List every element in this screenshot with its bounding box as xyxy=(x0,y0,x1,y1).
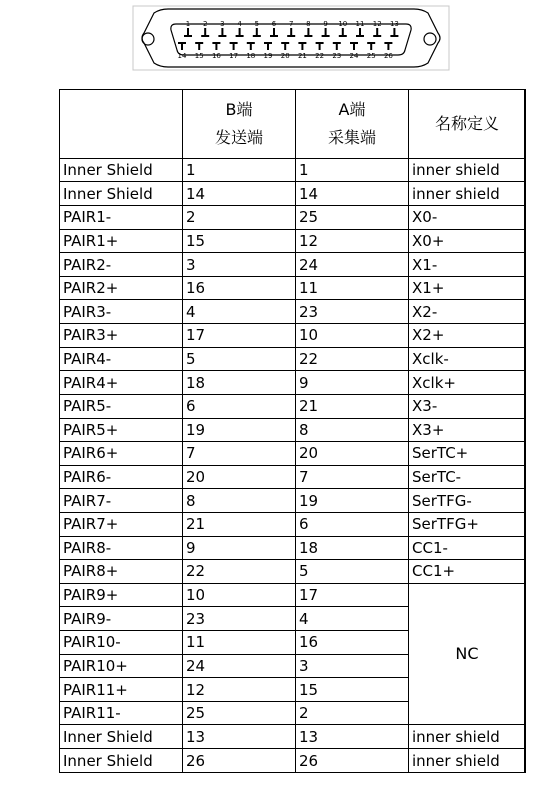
b-end-pin-cell: 14 xyxy=(183,182,296,206)
name-definition-cell: X3+ xyxy=(409,418,526,442)
pin-number-bottom: 16 xyxy=(211,52,221,60)
pin-number-bottom: 17 xyxy=(229,52,239,60)
table-row xyxy=(60,394,526,418)
pin-contact-bottom-cap xyxy=(195,42,203,44)
signal-name-cell: PAIR8- xyxy=(60,536,183,560)
signal-name-cell: PAIR2- xyxy=(60,253,183,277)
header-b-end-subtitle: 发送端 xyxy=(214,127,263,147)
pin-number-bottom: 19 xyxy=(263,52,273,60)
pin-contact-top xyxy=(307,28,309,35)
b-end-pin-cell: 11 xyxy=(183,631,296,655)
signal-name-cell: PAIR3- xyxy=(60,300,183,324)
pin-number-bottom: 26 xyxy=(383,52,393,60)
table-row xyxy=(60,158,526,182)
header-a-end-title: A端 xyxy=(338,99,366,119)
signal-name-cell: PAIR4- xyxy=(60,347,183,371)
b-end-pin-cell: 22 xyxy=(183,560,296,584)
pin-number-bottom: 22 xyxy=(315,52,325,60)
header-a-end xyxy=(296,90,409,159)
table-row xyxy=(60,253,526,277)
a-end-pin-cell: 1 xyxy=(296,158,409,182)
pin-contact-top-cap xyxy=(218,35,226,37)
signal-name-cell: PAIR3+ xyxy=(60,324,183,348)
signal-name-cell: PAIR11- xyxy=(60,701,183,725)
pin-number-bottom: 14 xyxy=(177,52,187,60)
name-definition-cell: inner shield xyxy=(409,158,526,182)
pin-contact-top xyxy=(393,28,395,35)
pin-contact-bottom-cap xyxy=(230,42,238,44)
pin-number-top: 5 xyxy=(254,20,260,28)
pin-contact-top-cap xyxy=(253,35,261,37)
b-end-pin-cell: 16 xyxy=(183,276,296,300)
a-end-pin-cell: 17 xyxy=(296,583,409,607)
pin-number-top: 10 xyxy=(338,20,348,28)
b-end-pin-cell: 10 xyxy=(183,583,296,607)
pin-number-bottom: 24 xyxy=(349,52,359,60)
a-end-pin-cell: 9 xyxy=(296,371,409,395)
pin-contact-bottom-cap xyxy=(350,42,358,44)
pin-contact-top-cap xyxy=(201,35,209,37)
b-end-pin-cell: 26 xyxy=(183,749,296,773)
pin-number-top: 11 xyxy=(355,20,365,28)
a-end-pin-cell: 7 xyxy=(296,465,409,489)
pin-contact-bottom xyxy=(301,44,303,50)
pin-contact-bottom-cap xyxy=(247,42,255,44)
b-end-pin-cell: 19 xyxy=(183,418,296,442)
pin-number-top: 8 xyxy=(306,20,311,28)
pin-contact-bottom xyxy=(267,44,269,50)
name-definition-cell: inner shield xyxy=(409,749,526,773)
b-end-pin-cell: 13 xyxy=(183,725,296,749)
signal-name-cell: PAIR11+ xyxy=(60,678,183,702)
pin-contact-top-cap xyxy=(270,35,278,37)
pin-number-top: 7 xyxy=(288,20,294,28)
b-end-pin-cell: 8 xyxy=(183,489,296,513)
signal-name-cell: PAIR5+ xyxy=(60,418,183,442)
name-definition-cell: X0- xyxy=(409,206,526,230)
a-end-pin-cell: 18 xyxy=(296,536,409,560)
pin-contact-bottom xyxy=(215,44,217,50)
pin-contact-bottom xyxy=(370,44,372,50)
pin-contact-bottom-cap xyxy=(367,42,375,44)
signal-name-cell: PAIR9- xyxy=(60,607,183,631)
signal-name-cell: PAIR10+ xyxy=(60,654,183,678)
table-row xyxy=(60,725,526,749)
pin-number-top: 13 xyxy=(389,20,399,28)
pin-contact-top xyxy=(273,28,275,35)
pin-contact-top xyxy=(325,28,327,35)
pin-contact-top-cap xyxy=(373,35,381,37)
pin-contact-top-cap xyxy=(390,35,398,37)
pin-contact-bottom xyxy=(353,44,355,50)
b-end-pin-cell: 6 xyxy=(183,394,296,418)
a-end-pin-cell: 22 xyxy=(296,347,409,371)
pin-number-bottom: 25 xyxy=(366,52,376,60)
a-end-pin-cell: 5 xyxy=(296,560,409,584)
pin-number-top: 4 xyxy=(237,20,242,28)
pin-contact-top xyxy=(376,28,378,35)
a-end-pin-cell: 3 xyxy=(296,654,409,678)
pin-contact-bottom-cap xyxy=(212,42,220,44)
a-end-pin-cell: 13 xyxy=(296,725,409,749)
a-end-pin-cell: 12 xyxy=(296,229,409,253)
b-end-pin-cell: 15 xyxy=(183,229,296,253)
a-end-pin-cell: 8 xyxy=(296,418,409,442)
name-definition-cell: X2- xyxy=(409,300,526,324)
pin-contact-top xyxy=(256,28,258,35)
pin-number-top: 9 xyxy=(323,20,328,28)
name-definition-cell: Xclk- xyxy=(409,347,526,371)
pin-contact-bottom xyxy=(387,44,389,50)
b-end-pin-cell: 23 xyxy=(183,607,296,631)
pin-contact-bottom xyxy=(284,44,286,50)
header-name-definition: 名称定义 xyxy=(409,90,526,159)
table-row xyxy=(60,300,526,324)
table-row xyxy=(60,229,526,253)
pin-number-bottom: 21 xyxy=(297,52,307,60)
pin-number-top: 6 xyxy=(271,20,277,28)
name-definition-cell: inner shield xyxy=(409,182,526,206)
name-definition-cell: X1- xyxy=(409,253,526,277)
signal-name-cell: Inner Shield xyxy=(60,725,183,749)
table-row xyxy=(60,206,526,230)
table-row xyxy=(60,489,526,513)
a-end-pin-cell: 4 xyxy=(296,607,409,631)
name-definition-cell: CC1+ xyxy=(409,560,526,584)
pin-number-top: 3 xyxy=(220,20,225,28)
pin-contact-bottom-cap xyxy=(264,42,272,44)
b-end-pin-cell: 7 xyxy=(183,442,296,466)
signal-name-cell: PAIR1+ xyxy=(60,229,183,253)
a-end-pin-cell: 20 xyxy=(296,442,409,466)
pin-contact-top xyxy=(221,28,223,35)
table-row xyxy=(60,536,526,560)
table-row xyxy=(60,749,526,773)
signal-name-cell: PAIR1- xyxy=(60,206,183,230)
header-empty-cell xyxy=(60,90,183,159)
a-end-pin-cell: 21 xyxy=(296,394,409,418)
name-definition-cell: SerTC+ xyxy=(409,442,526,466)
name-definition-cell: CC1- xyxy=(409,536,526,560)
b-end-pin-cell: 4 xyxy=(183,300,296,324)
pin-contact-bottom xyxy=(181,44,183,50)
header-a-end-subtitle: 采集端 xyxy=(327,127,376,147)
signal-name-cell: PAIR4+ xyxy=(60,371,183,395)
signal-name-cell: PAIR2+ xyxy=(60,276,183,300)
pin-contact-top xyxy=(342,28,344,35)
pin-contact-bottom-cap xyxy=(178,42,186,44)
a-end-pin-cell: 23 xyxy=(296,300,409,324)
signal-name-cell: PAIR10- xyxy=(60,631,183,655)
pin-contact-top-cap xyxy=(236,35,244,37)
pin-number-top: 1 xyxy=(185,20,191,28)
pin-contact-top xyxy=(187,28,189,35)
table-row xyxy=(60,465,526,489)
table-row xyxy=(60,182,526,206)
b-end-pin-cell: 21 xyxy=(183,512,296,536)
signal-name-cell: Inner Shield xyxy=(60,182,183,206)
a-end-pin-cell: 24 xyxy=(296,253,409,277)
pin-contact-top-cap xyxy=(287,35,295,37)
name-definition-cell: inner shield xyxy=(409,725,526,749)
nc-merged-cell: NC xyxy=(409,583,526,725)
pin-number-top: 12 xyxy=(372,20,382,28)
name-definition-cell: X0+ xyxy=(409,229,526,253)
pin-contact-bottom xyxy=(233,44,235,50)
signal-name-cell: Inner Shield xyxy=(60,158,183,182)
name-definition-cell: SerTC- xyxy=(409,465,526,489)
pin-number-bottom: 15 xyxy=(194,52,204,60)
a-end-pin-cell: 10 xyxy=(296,324,409,348)
table-row xyxy=(60,560,526,584)
pin-number-bottom: 20 xyxy=(280,52,290,60)
signal-name-cell: PAIR9+ xyxy=(60,583,183,607)
a-end-pin-cell: 19 xyxy=(296,489,409,513)
a-end-pin-cell: 26 xyxy=(296,749,409,773)
pin-contact-top-cap xyxy=(356,35,364,37)
b-end-pin-cell: 20 xyxy=(183,465,296,489)
b-end-pin-cell: 9 xyxy=(183,536,296,560)
signal-name-cell: PAIR8+ xyxy=(60,560,183,584)
signal-name-cell: PAIR5- xyxy=(60,394,183,418)
header-b-end xyxy=(183,90,296,159)
pin-number-bottom: 18 xyxy=(246,52,256,60)
table-row xyxy=(60,276,526,300)
b-end-pin-cell: 3 xyxy=(183,253,296,277)
name-definition-cell: SerTFG- xyxy=(409,489,526,513)
signal-name-cell: PAIR7- xyxy=(60,489,183,513)
b-end-pin-cell: 17 xyxy=(183,324,296,348)
b-end-pin-cell: 5 xyxy=(183,347,296,371)
signal-name-cell: PAIR6+ xyxy=(60,442,183,466)
header-b-end-title: B端 xyxy=(225,99,253,119)
pin-contact-bottom-cap xyxy=(316,42,324,44)
name-definition-cell: X1+ xyxy=(409,276,526,300)
db26-connector-diagram xyxy=(132,5,450,71)
table-row xyxy=(60,442,526,466)
signal-name-cell: PAIR6- xyxy=(60,465,183,489)
pin-contact-top xyxy=(359,28,361,35)
a-end-pin-cell: 15 xyxy=(296,678,409,702)
table-row xyxy=(60,324,526,348)
pin-contact-top xyxy=(204,28,206,35)
name-definition-cell: X2+ xyxy=(409,324,526,348)
pin-contact-top-cap xyxy=(339,35,347,37)
name-definition-cell: X3- xyxy=(409,394,526,418)
table-row xyxy=(60,347,526,371)
pin-number-bottom: 23 xyxy=(332,52,342,60)
table-row xyxy=(60,418,526,442)
pin-contact-top xyxy=(290,28,292,35)
b-end-pin-cell: 12 xyxy=(183,678,296,702)
b-end-pin-cell: 24 xyxy=(183,654,296,678)
table-header-row xyxy=(60,90,526,159)
a-end-pin-cell: 14 xyxy=(296,182,409,206)
pin-contact-bottom xyxy=(336,44,338,50)
name-definition-cell: SerTFG+ xyxy=(409,512,526,536)
a-end-pin-cell: 6 xyxy=(296,512,409,536)
a-end-pin-cell: 25 xyxy=(296,206,409,230)
pin-contact-top-cap xyxy=(184,35,192,37)
signal-name-cell: Inner Shield xyxy=(60,749,183,773)
pin-contact-bottom-cap xyxy=(281,42,289,44)
a-end-pin-cell: 16 xyxy=(296,631,409,655)
b-end-pin-cell: 18 xyxy=(183,371,296,395)
pin-contact-bottom xyxy=(319,44,321,50)
pin-contact-bottom-cap xyxy=(298,42,306,44)
pin-contact-bottom-cap xyxy=(333,42,341,44)
table-row xyxy=(60,371,526,395)
pin-contact-bottom-cap xyxy=(384,42,392,44)
pin-contact-top xyxy=(239,28,241,35)
table-row xyxy=(60,512,526,536)
b-end-pin-cell: 1 xyxy=(183,158,296,182)
b-end-pin-cell: 2 xyxy=(183,206,296,230)
pin-contact-top-cap xyxy=(322,35,330,37)
signal-name-cell: PAIR7+ xyxy=(60,512,183,536)
pin-assignment-table xyxy=(59,89,526,773)
pin-contact-bottom xyxy=(250,44,252,50)
a-end-pin-cell: 11 xyxy=(296,276,409,300)
pin-number-top: 2 xyxy=(202,20,208,28)
table-row xyxy=(60,583,526,607)
b-end-pin-cell: 25 xyxy=(183,701,296,725)
pin-contact-bottom xyxy=(198,44,200,50)
name-definition-cell: Xclk+ xyxy=(409,371,526,395)
pin-contact-top-cap xyxy=(304,35,312,37)
a-end-pin-cell: 2 xyxy=(296,701,409,725)
